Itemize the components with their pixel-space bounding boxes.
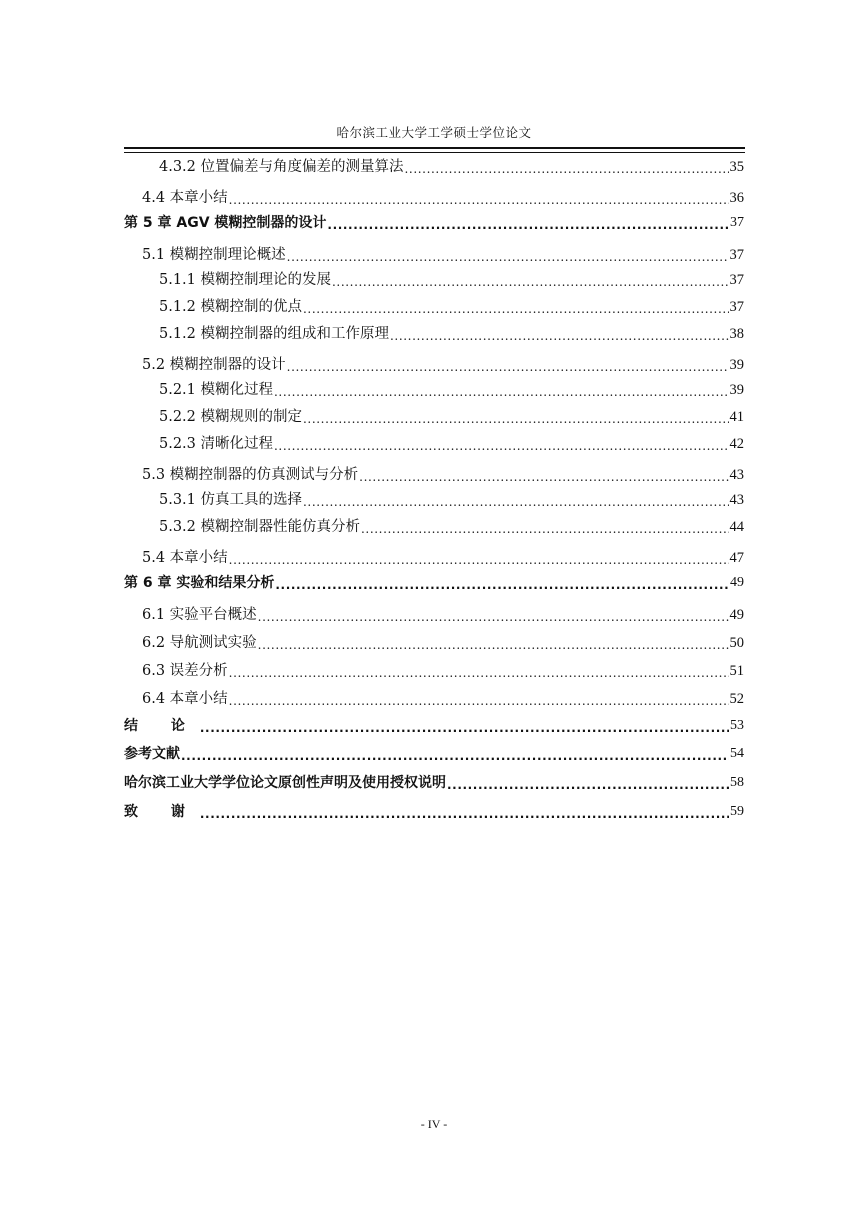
toc-entry[interactable] — [124, 573, 744, 593]
toc-entry-page: 50 — [729, 635, 744, 651]
toc-entry[interactable] — [124, 297, 744, 317]
toc-entry-page: 39 — [729, 357, 744, 373]
toc-entry[interactable] — [124, 355, 744, 375]
toc-entry-page: 59 — [730, 804, 744, 819]
toc-entry[interactable] — [124, 773, 744, 793]
toc-entry-title: 第 6 章 实验和结果分析 — [124, 575, 275, 591]
toc-entry-title: 5.2 模糊控制器的设计 — [142, 357, 286, 373]
toc-entry-page: 52 — [729, 691, 744, 707]
toc-entry-title: 5.2.3 清晰化过程 — [159, 436, 274, 452]
toc-entry-title: 5.3 模糊控制器的仿真测试与分析 — [142, 467, 359, 483]
toc-leader-dots — [200, 716, 729, 736]
toc-leader-dots — [303, 407, 728, 427]
header-rule-thick — [124, 147, 745, 149]
toc-entry[interactable] — [124, 213, 744, 233]
toc-entry[interactable] — [124, 605, 744, 625]
toc-entry[interactable] — [124, 157, 744, 177]
toc-leader-dots — [327, 213, 729, 233]
toc-entry-title: 5.1 模糊控制理论概述 — [142, 247, 286, 263]
toc-leader-dots — [359, 465, 728, 485]
toc-entry-page: 37 — [729, 299, 744, 315]
toc-entry-page: 51 — [729, 663, 744, 679]
toc-entry-title: 4.4 本章小结 — [142, 190, 228, 206]
toc-leader-dots — [229, 689, 729, 709]
toc-entry[interactable] — [124, 689, 744, 709]
toc-leader-dots — [258, 605, 729, 625]
toc-entry-title: 4.3.2 位置偏差与角度偏差的测量算法 — [159, 159, 404, 175]
toc-entry[interactable] — [124, 633, 744, 653]
toc-leader-dots — [229, 548, 729, 568]
toc-entry[interactable] — [124, 744, 744, 764]
toc-entry-title: 6.1 实验平台概述 — [142, 607, 257, 623]
toc-entry[interactable] — [124, 802, 744, 822]
toc-leader-dots — [275, 573, 729, 593]
toc-entry-page: 39 — [729, 382, 744, 398]
toc-entry[interactable] — [124, 245, 744, 265]
toc-entry-title: 6.2 导航测试实验 — [142, 635, 257, 651]
toc-entry-page: 49 — [729, 607, 744, 623]
toc-entry-title: 5.1.1 模糊控制理论的发展 — [159, 272, 332, 288]
toc-entry-page: 37 — [730, 215, 744, 230]
toc-entry-title: 5.2.2 模糊规则的制定 — [159, 409, 303, 425]
toc-entry[interactable] — [124, 661, 744, 681]
toc-entry[interactable] — [124, 324, 744, 344]
toc-leader-dots — [447, 773, 729, 793]
toc-entry-title: 参考文献 — [124, 746, 180, 762]
toc-leader-dots — [258, 633, 729, 653]
toc-entry-page: 49 — [730, 575, 744, 590]
toc-leader-dots — [390, 324, 728, 344]
toc-entry-title: 5.4 本章小结 — [142, 550, 228, 566]
toc-entry-page: 37 — [729, 247, 744, 263]
running-header: 哈尔滨工业大学工学硕士学位论文 — [336, 125, 532, 140]
toc-entry-title: 5.1.2 模糊控制器的组成和工作原理 — [159, 326, 390, 342]
toc-entry[interactable] — [124, 548, 744, 568]
toc-entry-title: 6.4 本章小结 — [142, 691, 228, 707]
toc-leader-dots — [303, 297, 728, 317]
toc-leader-dots — [332, 270, 728, 290]
header-rule-thin — [124, 152, 745, 153]
toc-entry-title: 第 5 章 AGV 模糊控制器的设计 — [124, 215, 327, 231]
toc-entry-page: 38 — [729, 326, 744, 342]
page-number: - IV - — [420, 1117, 448, 1131]
toc-entry-page: 54 — [730, 746, 744, 761]
toc-entry-page: 35 — [729, 159, 744, 175]
toc-entry-title: 致 谢 — [124, 804, 199, 820]
toc-entry-page: 36 — [729, 190, 744, 206]
toc-entry-page: 42 — [729, 436, 744, 452]
toc-entry-page: 53 — [730, 718, 744, 733]
toc-leader-dots — [229, 661, 729, 681]
toc-leader-dots — [287, 355, 729, 375]
toc-leader-dots — [287, 245, 729, 265]
toc-entry-title: 6.3 误差分析 — [142, 663, 228, 679]
toc-leader-dots — [274, 380, 728, 400]
toc-entry-title: 5.2.1 模糊化过程 — [159, 382, 274, 398]
toc-leader-dots — [181, 744, 729, 764]
toc-entry[interactable] — [124, 270, 744, 290]
toc-leader-dots — [200, 802, 729, 822]
toc-leader-dots — [405, 157, 729, 177]
toc-entry-page: 43 — [729, 467, 744, 483]
toc-entry-page: 47 — [729, 550, 744, 566]
toc-leader-dots — [229, 188, 729, 208]
toc-entry-title: 5.1.2 模糊控制的优点 — [159, 299, 303, 315]
toc-entry-page: 43 — [729, 492, 744, 508]
toc-entry[interactable] — [124, 434, 744, 454]
toc-entry-page: 37 — [729, 272, 744, 288]
toc-entry-page: 41 — [729, 409, 744, 425]
toc-leader-dots — [361, 517, 728, 537]
toc-entry[interactable] — [124, 407, 744, 427]
toc-entry[interactable] — [124, 465, 744, 485]
toc-entry[interactable] — [124, 490, 744, 510]
toc-entry-title: 5.3.2 模糊控制器性能仿真分析 — [159, 519, 361, 535]
toc-entry[interactable] — [124, 517, 744, 537]
toc-leader-dots — [274, 434, 728, 454]
toc-entry-page: 44 — [729, 519, 744, 535]
toc-entry[interactable] — [124, 716, 744, 736]
toc-leader-dots — [303, 490, 728, 510]
toc-entry-title: 哈尔滨工业大学学位论文原创性声明及使用授权说明 — [124, 775, 446, 791]
toc-entry[interactable] — [124, 380, 744, 400]
toc-entry-title: 5.3.1 仿真工具的选择 — [159, 492, 303, 508]
toc-entry-page: 58 — [730, 775, 744, 790]
toc-entry[interactable] — [124, 188, 744, 208]
toc-entry-title: 结 论 — [124, 718, 199, 734]
